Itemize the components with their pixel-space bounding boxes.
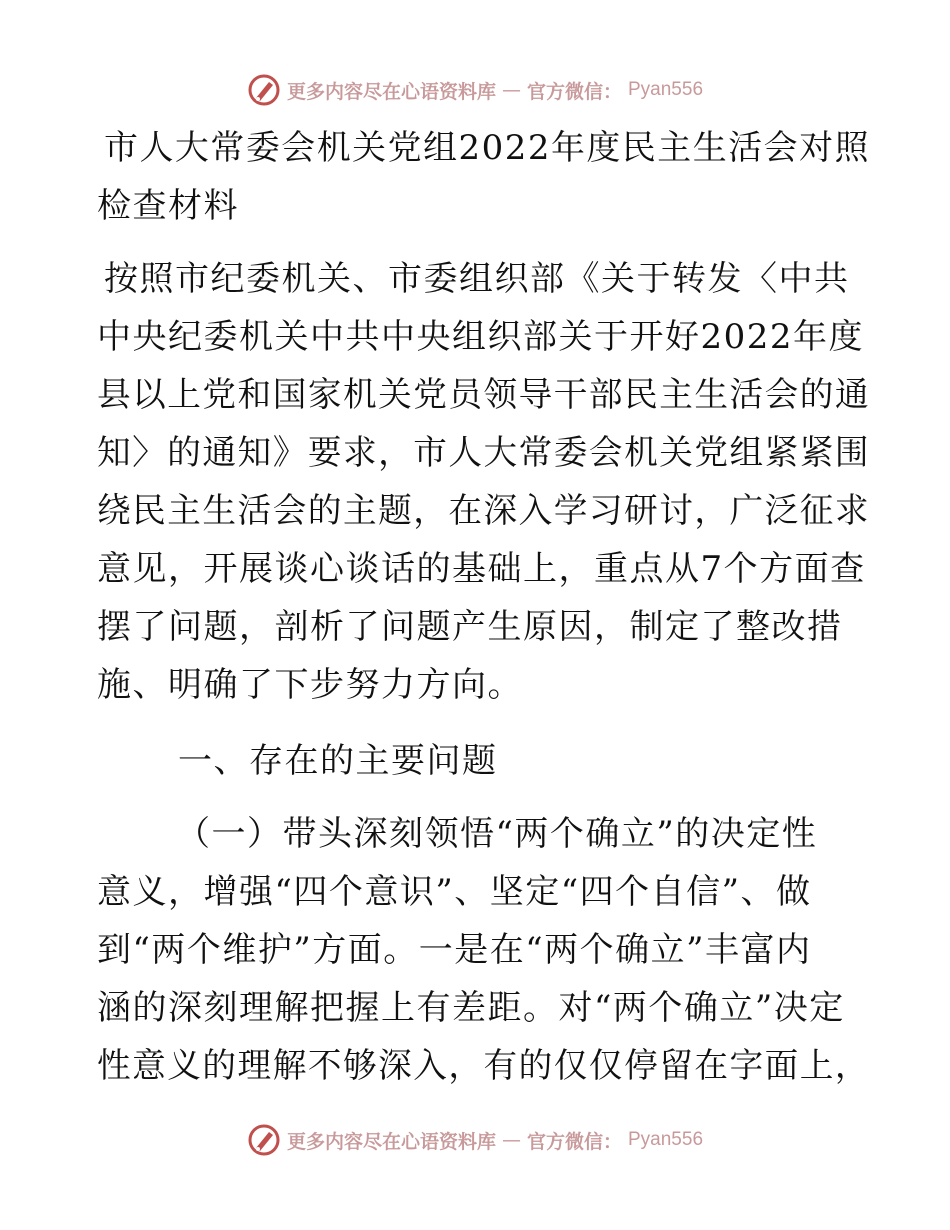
intro-paragraph-line-7: 摆了问题，剖析了问题产生原因，制定了整改措 [97,607,843,647]
intro-paragraph-line-1: 按照市纪委机关、市委组织部《关于转发〈中共 [104,259,850,299]
watermark-site-text: 更多内容尽在心语资料库 [286,1130,496,1153]
section-heading: 一、存在的主要问题 [178,741,498,781]
intro-paragraph-line-6: 意见，开展谈心谈话的基础上，重点从7个方面查 [97,549,866,589]
watermark-site-text: 更多内容尽在心语资料库 [286,80,496,103]
watermark-wechat-label: 官方微信： [526,80,622,103]
intro-paragraph-line-8: 施、明确了下步努力方向。 [97,665,523,705]
subsection-paragraph-line-1: （一）带头深刻领悟“两个确立”的决定性 [176,814,818,854]
subsection-paragraph-line-3: 到“两个维护”方面。一是在“两个确立”丰富内 [97,930,812,970]
intro-paragraph-line-5: 绕民主生活会的主题，在深入学习研讨，广泛征求 [97,491,871,531]
watermark-dash: — [501,79,521,101]
watermark-header [0,70,950,110]
subsection-paragraph-line-4: 涵的深刻理解把握上有差距。对“两个确立”决定 [97,988,845,1028]
subsection-paragraph-line-2: 意义，增强“四个意识”、坚定“四个自信”、做 [97,872,812,912]
intro-paragraph-line-2: 中央纪委机关中共中央组织部关于开好2022年度 [97,317,865,357]
watermark-wechat-label: 官方微信： [526,1130,622,1153]
pen-logo-icon [247,73,281,107]
watermark-wechat-id: Pyan556 [628,79,704,100]
watermark-wechat-id: Pyan556 [628,1129,704,1150]
intro-paragraph-line-4: 知〉的通知》要求，市人大常委会机关党组紧紧围 [97,433,871,473]
intro-paragraph-line-3: 县以上党和国家机关党员领导干部民主生活会的通 [97,375,871,415]
subsection-paragraph-line-5: 性意义的理解不够深入，有的仅仅停留在字面上， [97,1046,871,1086]
pen-logo-icon [247,1123,281,1157]
watermark-footer [0,1120,950,1160]
document-title-line-2: 检查材料 [97,186,239,226]
watermark-dash: — [501,1129,521,1151]
document-title-line-1: 市人大常委会机关党组2022年度民主生活会对照 [104,128,871,168]
